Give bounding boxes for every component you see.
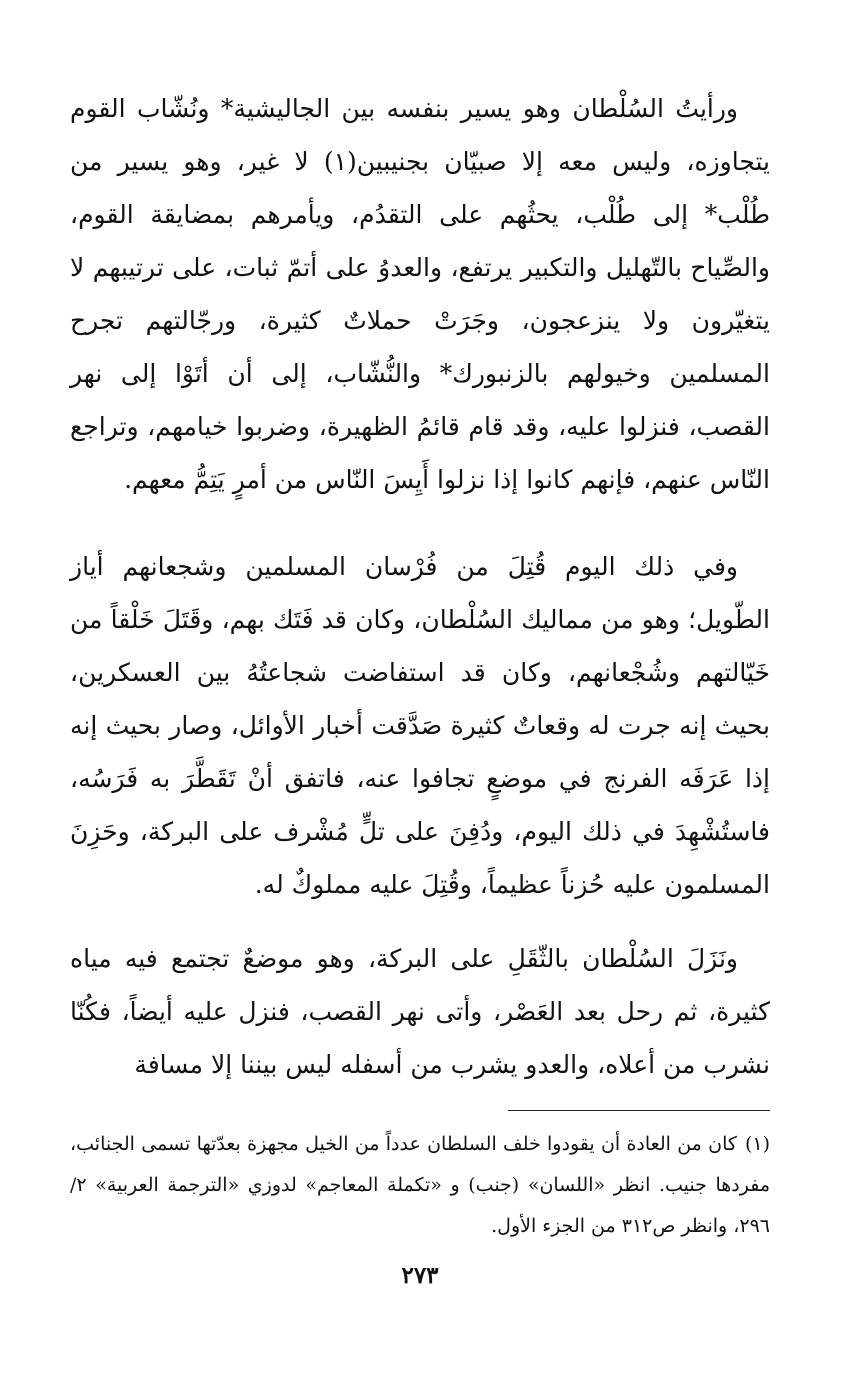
book-page <box>70 0 770 1385</box>
paragraph-2-text: وفي ذلك اليوم قُتِلَ من فُرْسان المسلمين وشجعانهم أياز الطّويل؛ وهو من مماليك السُلْطان، وكان قد فَتَك بهم، وقَتَلَ خَلْقاً من خَيّالتهم وشُجْعانهم، وكان قد استفاضت شجاعتُهُ بين العسكرين، بحيث إنه جرت له وقعاتٌ كثيرة صَدَّقت أخبار الأوائل، وصار بحيث إنه إذا عَرَفَه الفرنج في موضعٍ تجافوا عنه، فاتفق أنْ تَقَطَّرَ به فَرَسُه، فاستُشْهِدَ في ذلك اليوم، ودُفِنَ على تلٍّ مُشْرف على البركة، وحَزِنَ المسلمون عليه حُزناً عظيماً، وقُتِلَ عليه مملوكٌ له. <box>70 552 770 899</box>
paragraph-3 <box>70 932 770 1091</box>
paragraph-1-text: ورأيتُ السُلْطان وهو يسير بنفسه بين الجاليشية* ونُشّاب القوم يتجاوزه، وليس معه إلا صبيّان بجنيبين(١) لا غير، وهو يسير من طُلْب* إلى طُلْب، يحثُهم على التقدُم، ويأمرهم بمضايقة القوم، والصِّياح بالتّهليل والتكبير يرتفع، والعدوُ على أتمّ ثبات، على ترتيبهم لا يتغيّرون ولا ينزعجون، وجَرَتْ حملاتٌ كثيرة، ورجّالتهم تجرح المسلمين وخيولهم بالزنبورك* والنُّشّاب، إلى أن أتَوْا إلى نهر القصب، فنزلوا عليه، وقد قام قائمُ الظهيرة، وضربوا خيامهم، وتراجع النّاس عنهم، فإنهم كانوا إذا نزلوا أَيِسَ النّاس من أمرٍ يَتِمُّ معهم. <box>70 94 770 494</box>
footnote <box>70 1124 770 1247</box>
paragraph-3-text: ونَزَلَ السُلْطان بالثّقَلِ على البركة، وهو موضعٌ تجتمع فيه مياه كثيرة، ثم رحل بعد العَصْر، وأتى نهر القصب، فنزل عليه أيضاً، فكُنّا نشرب من أعلاه، والعدو يشرب من أسفله ليس بيننا إلا مسافة <box>70 944 770 1079</box>
paragraph-1 <box>70 82 770 506</box>
paragraph-2 <box>70 540 770 911</box>
footnote-text: كان من العادة أن يقودوا خلف السلطان عدداً من الخيل مجهزة بعدّتها تسمى الجنائب، مفردها جنيب. انظر «اللسان» (جنب) و «تكملة المعاجم» لدوزي «الترجمة العربية» ٢/ ٢٩٦، وانظر ص٣١٢ من الجزء الأول. <box>70 1133 770 1237</box>
page-number: ٢٧٣ <box>401 1262 439 1289</box>
footnote-separator <box>508 1110 770 1111</box>
footnote-marker: (١) <box>744 1133 770 1155</box>
